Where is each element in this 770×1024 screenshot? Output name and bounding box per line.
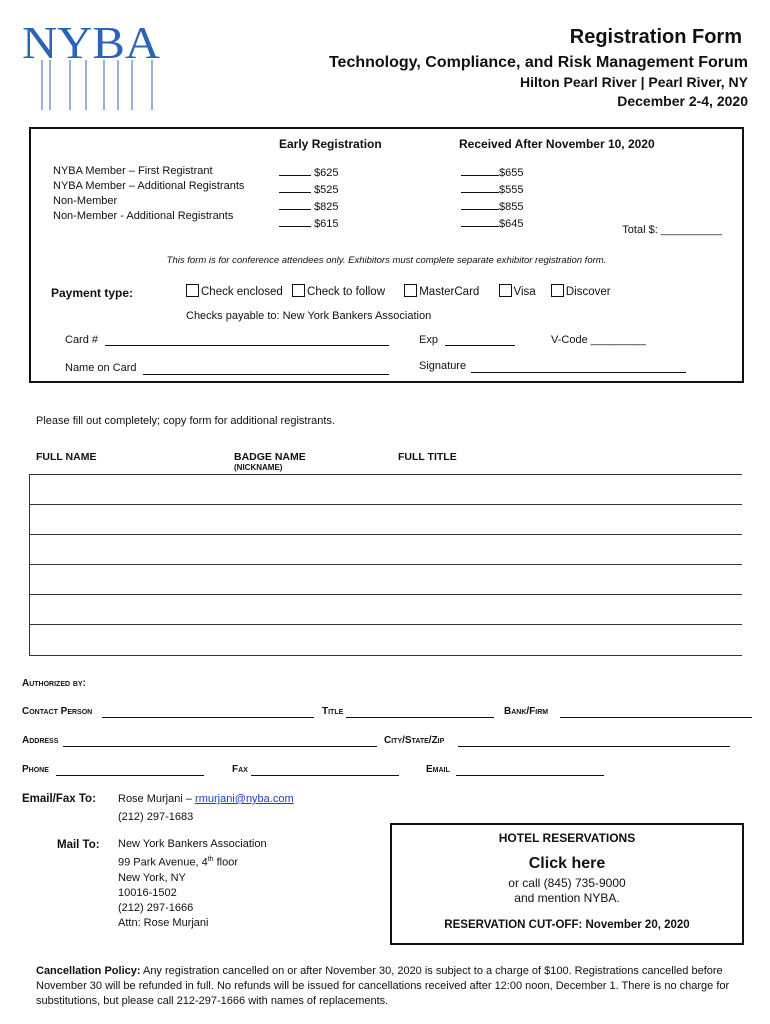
hotel-mention: and mention NYBA.	[514, 891, 620, 905]
price-row	[53, 164, 244, 179]
late-price: $655	[499, 167, 524, 179]
payment-option-label: Check enclosed	[201, 286, 283, 298]
badge-name-header: BADGE NAME	[234, 451, 306, 463]
early-blank[interactable]	[279, 181, 311, 193]
registration-box	[29, 127, 744, 383]
early-price: $525	[314, 184, 339, 196]
early-blank[interactable]	[279, 164, 311, 176]
name-on-card-label: Name on Card	[65, 362, 137, 374]
payment-option-label: Visa	[513, 286, 536, 298]
reservation-cutoff: RESERVATION CUT-OFF: November 20, 2020	[444, 919, 690, 931]
late-price: $855	[499, 201, 524, 213]
vcode-field[interactable]: V-Code _________	[551, 334, 646, 346]
early-price: $825	[314, 201, 339, 213]
checkbox-icon[interactable]	[499, 284, 512, 297]
bank-firm-label: Bank/Firm	[504, 706, 549, 717]
address-line: New York, NY	[118, 871, 186, 884]
checkbox-icon[interactable]	[551, 284, 564, 297]
payment-option-mastercard[interactable]	[404, 286, 479, 298]
early-blank[interactable]	[279, 215, 311, 227]
nyba-logo	[22, 18, 162, 110]
bank-firm-field[interactable]	[560, 717, 752, 718]
table-row-line	[30, 474, 742, 475]
floor-superscript: th	[207, 856, 214, 863]
checkbox-icon[interactable]	[292, 284, 305, 297]
payment-option-label: MasterCard	[419, 286, 480, 298]
late-blank[interactable]	[461, 181, 499, 193]
price-row-label: Non-Member	[53, 195, 118, 207]
city-state-zip-label: City/State/Zip	[384, 735, 445, 746]
mail-address	[118, 837, 267, 931]
address-line: (212) 297-1666	[118, 901, 194, 914]
nickname-subheader: (NICKNAME)	[234, 463, 283, 472]
early-price: $625	[314, 167, 339, 179]
email-fax-to-label: Email/Fax To:	[22, 793, 96, 805]
contact-phone: (212) 297-1683	[118, 811, 194, 823]
fax-label: Fax	[232, 764, 248, 775]
late-blank[interactable]	[461, 198, 499, 210]
event-dates: December 2-4, 2020	[617, 93, 748, 109]
address-line: New York Bankers Association	[118, 838, 267, 850]
registrant-instructions: Please fill out completely; copy form for additional registrants.	[36, 415, 335, 427]
card-number-label: Card #	[65, 334, 99, 346]
cancellation-text: Any registration cancelled on or after November 30, 2020 is subject to a charge of $100. Registrations cancelled before November 30 will be refunded in full. No refunds will be issued for cancellations received after 12:00 noon, December 1. There is no charge for substitutions, but please call 212-297-1666 with names of replacements.	[36, 965, 730, 1007]
payment-option-check-enclosed[interactable]	[186, 286, 283, 298]
total-field[interactable]: Total $: __________	[622, 224, 722, 236]
address-line: Attn: Rose Murjani	[118, 916, 209, 929]
city-state-zip-field[interactable]	[458, 746, 730, 747]
address-line: 10016-1502	[118, 886, 177, 899]
form-title: Registration Form	[569, 26, 742, 48]
title-field[interactable]	[346, 717, 494, 718]
cancellation-policy	[36, 964, 736, 1009]
contact-person-name: Rose Murjani –	[118, 793, 196, 805]
late-registration-heading: Received After November 10, 2020	[459, 137, 655, 151]
price-row	[53, 179, 244, 194]
registrant-table	[29, 474, 742, 656]
price-row	[53, 209, 244, 224]
late-blank[interactable]	[461, 164, 499, 176]
early-blank[interactable]	[279, 198, 311, 210]
full-name-header: FULL NAME	[36, 451, 97, 463]
contact-person-line	[118, 793, 294, 805]
payment-option-label: Discover	[565, 286, 611, 298]
cancellation-label: Cancellation Policy:	[36, 965, 141, 977]
early-prices	[279, 164, 339, 232]
address-line	[118, 852, 267, 871]
mail-to-label: Mail To:	[57, 839, 100, 851]
table-row[interactable]	[30, 624, 742, 625]
attendee-note: This form is for conference attendees only. Exhibitors must complete separate exhibitor registration form.	[166, 255, 607, 266]
table-row[interactable]	[30, 655, 742, 656]
card-number-field[interactable]	[105, 345, 389, 346]
payment-option-visa[interactable]	[499, 286, 536, 298]
event-name: Technology, Compliance, and Risk Management Forum	[328, 54, 748, 71]
fax-field[interactable]	[251, 775, 399, 776]
price-row-label: NYBA Member – First Registrant	[53, 165, 213, 177]
hotel-box	[390, 823, 744, 945]
early-registration-heading: Early Registration	[279, 137, 382, 151]
phone-label: Phone	[22, 764, 49, 775]
payment-option-discover[interactable]	[551, 286, 611, 298]
nyba-logo-graphic	[22, 18, 162, 110]
email-label: Email	[426, 764, 450, 775]
contact-email-link[interactable]: rmurjani@nyba.com	[195, 793, 294, 805]
address-label: Address	[22, 735, 59, 746]
table-row[interactable]	[30, 594, 742, 595]
exp-label: Exp	[419, 334, 438, 346]
email-field[interactable]	[456, 775, 604, 776]
price-row	[53, 194, 244, 209]
checks-payable: Checks payable to: New York Bankers Association	[186, 310, 432, 322]
hotel-heading: HOTEL RESERVATIONS	[498, 831, 636, 845]
title-label: Title	[322, 706, 344, 717]
address-field[interactable]	[63, 746, 377, 747]
payment-option-check-to-follow[interactable]	[292, 286, 385, 298]
name-on-card-field[interactable]	[143, 374, 389, 375]
address-floor: floor	[213, 856, 239, 869]
table-row[interactable]	[30, 534, 742, 535]
contact-person-field[interactable]	[102, 717, 314, 718]
table-row[interactable]	[30, 564, 742, 565]
hotel-phone: or call (845) 735-9000	[508, 876, 626, 890]
payment-option-label: Check to follow	[307, 286, 386, 298]
address-street: 99 Park Avenue, 4	[118, 856, 208, 869]
late-prices	[461, 164, 523, 232]
signature-label: Signature	[419, 360, 467, 372]
signature-field[interactable]	[471, 372, 686, 373]
contact-person-label: Contact Person	[22, 706, 93, 717]
late-price: $645	[499, 218, 524, 230]
full-title-header: FULL TITLE	[398, 451, 457, 463]
payment-type-label: Payment type:	[51, 286, 134, 300]
payment-options	[186, 284, 611, 298]
price-row-label: NYBA Member – Additional Registrants	[53, 180, 245, 192]
event-venue: Hilton Pearl River | Pearl River, NY	[519, 74, 748, 90]
early-price: $615	[314, 218, 339, 230]
exp-field[interactable]	[445, 345, 515, 346]
hotel-click-here-link[interactable]: Click here	[528, 855, 606, 872]
price-row-label: Non-Member - Additional Registrants	[53, 210, 234, 222]
late-blank[interactable]	[461, 215, 499, 227]
checkbox-icon[interactable]	[404, 284, 417, 297]
table-row[interactable]	[30, 504, 742, 505]
authorized-by-heading: Authorized by:	[22, 678, 86, 689]
price-rows	[53, 164, 244, 224]
checkbox-icon[interactable]	[186, 284, 199, 297]
phone-field[interactable]	[56, 775, 204, 776]
late-price: $555	[499, 184, 524, 196]
logo-text: NYBA	[22, 18, 160, 68]
